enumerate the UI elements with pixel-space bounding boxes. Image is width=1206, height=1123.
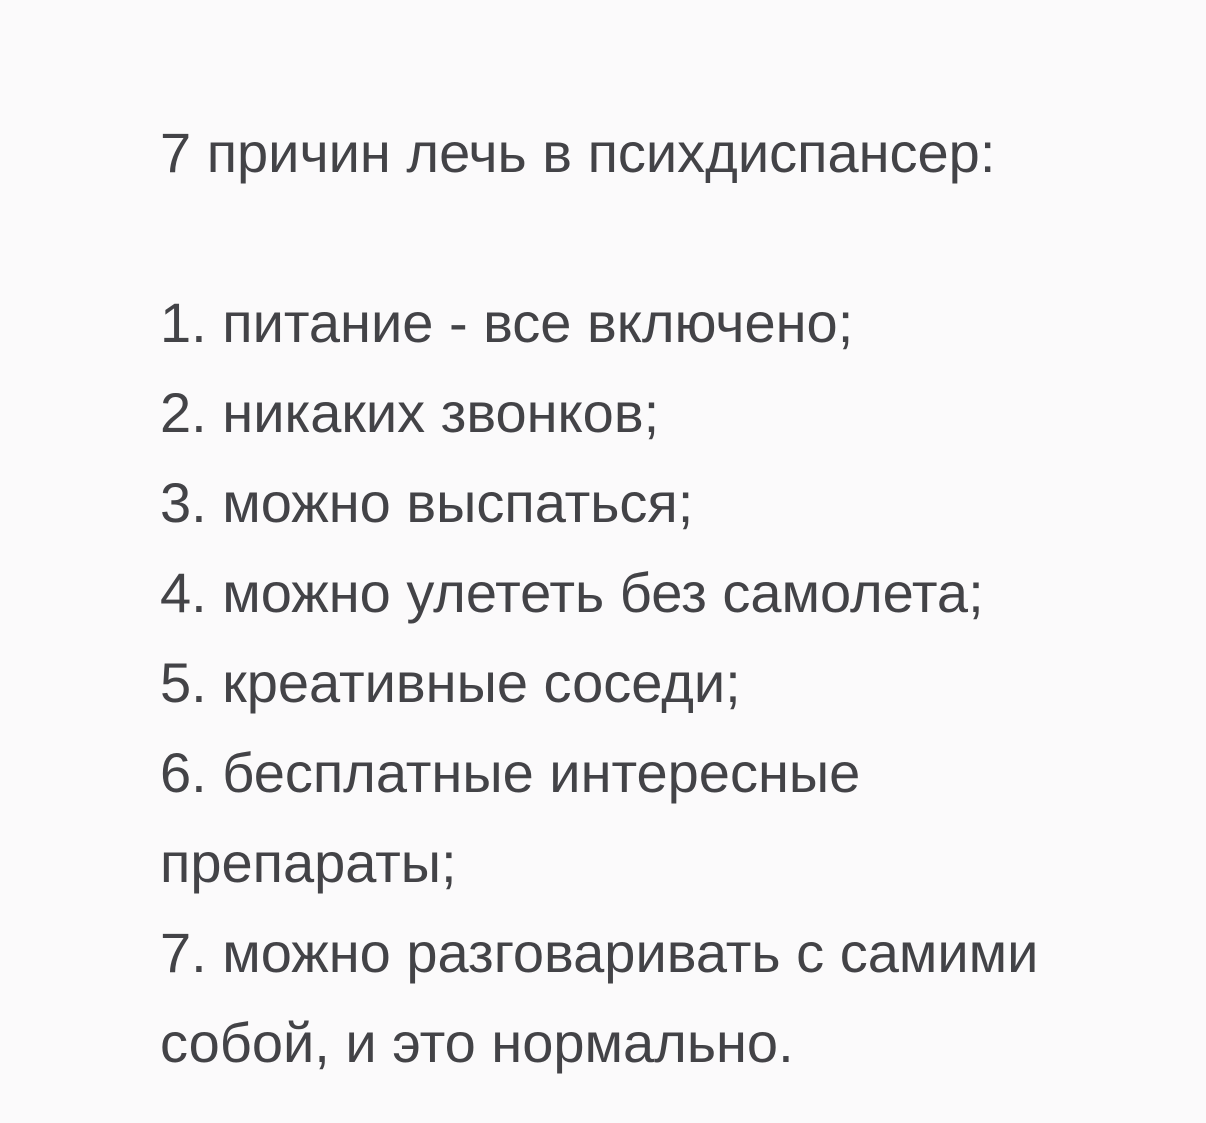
post-body bbox=[160, 108, 1112, 1088]
list-item: 6. бесплатные интересные препараты; bbox=[160, 741, 861, 894]
list-item: 7. можно разговаривать с самими собой, и это нормально. bbox=[160, 921, 1039, 1074]
list-item: 5. креативные соседи; bbox=[160, 651, 741, 714]
reasons-list bbox=[160, 278, 1112, 1088]
list-item: 1. питание - все включено; bbox=[160, 291, 854, 354]
list-item: 2. никаких звонков; bbox=[160, 381, 660, 444]
list-item: 3. можно выспаться; bbox=[160, 471, 694, 534]
post-title: 7 причин лечь в психдиспансер: bbox=[160, 121, 996, 184]
list-item: 4. можно улететь без самолета; bbox=[160, 561, 984, 624]
